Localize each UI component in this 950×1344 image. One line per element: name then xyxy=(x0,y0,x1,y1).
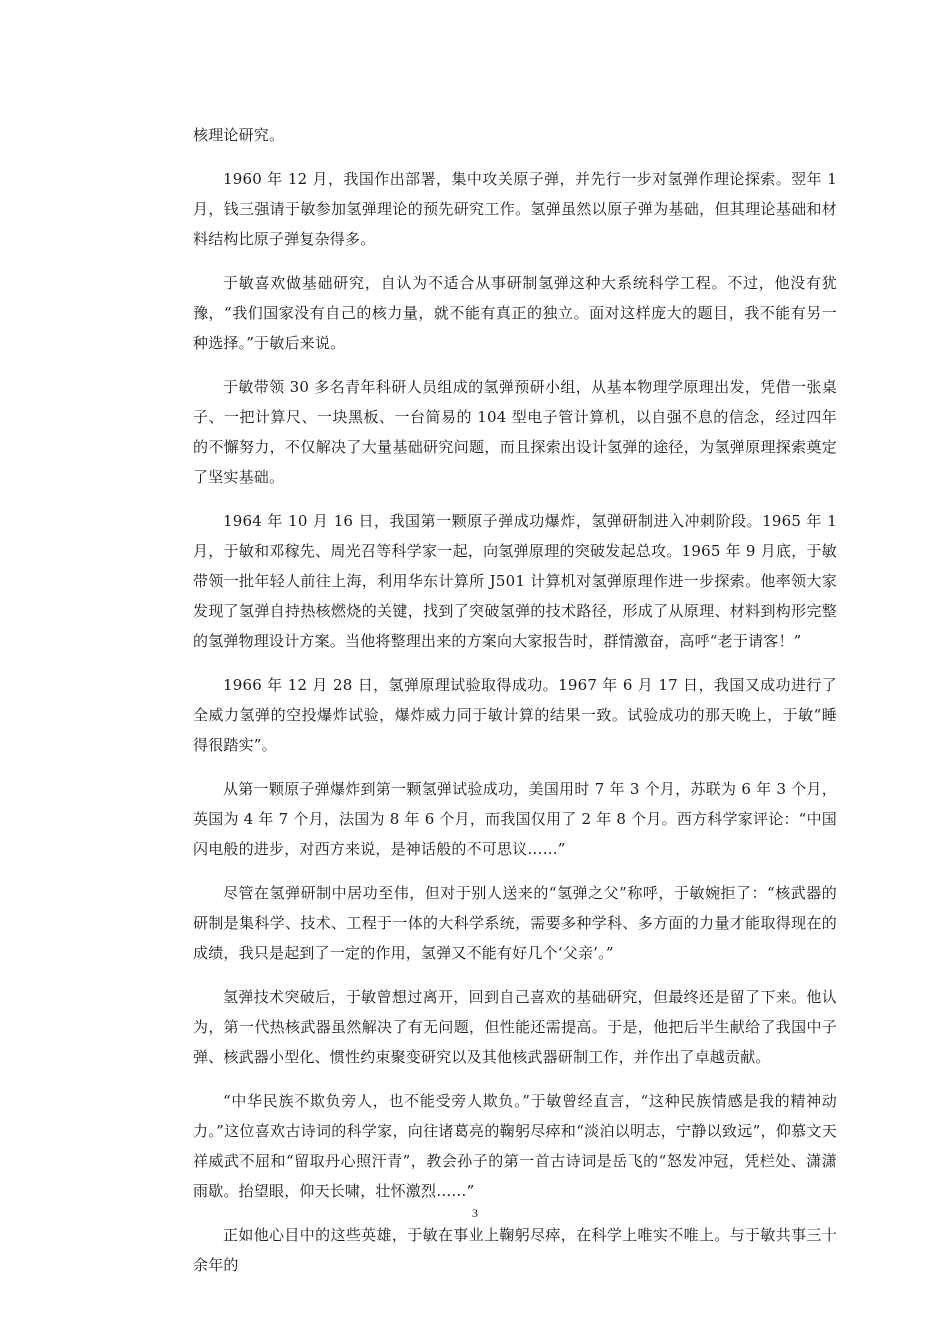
paragraph-5: 1964 年 10 月 16 日，我国第一颗原子弹成功爆炸，氢弹研制进入冲刺阶段。1965 年 1 月，于敏和邓稼先、周光召等科学家一起，向氢弹原理的突破发起总攻。1965 年 9 月底，于敏带领一批年轻人前往上海，利用华东计算所 J501 计算机对氢弹原理作进一步探索。他率领大家发现了氢弹自持热核燃烧的关键，找到了突破氢弹的技术路径，形成了从原理、材料到构形完整的氢弹物理设计方案。当他将整理出来的方案向大家报告时，群情激奋，高呼“老于请客！” xyxy=(193,512,837,650)
paragraph-7: 从第一颗原子弹爆炸到第一颗氢弹试验成功，美国用时 7 年 3 个月，苏联为 6 年 3 个月，英国为 4 年 7 个月，法国为 8 年 6 个月，而我国仅用了 2 年 8 个月。西方科学家评论：“中国闪电般的进步，对西方来说，是神话般的不可思议……” xyxy=(193,780,837,858)
paragraph-1: 核理论研究。 xyxy=(193,126,285,144)
paragraph-2: 1960 年 12 月，我国作出部署，集中攻关原子弹，并先行一步对氢弹作理论探索。翌年 1 月，钱三强请于敏参加氢弹理论的预先研究工作。氢弹虽然以原子弹为基础，但其理论基础和材料结构比原子弹复杂得多。 xyxy=(193,170,837,248)
paragraph-11: 正如他心目中的这些英雄，于敏在事业上鞠躬尽瘁，在科学上唯实不唯上。与于敏共事三十余年的 xyxy=(193,1226,837,1274)
paragraph-6: 1966 年 12 月 28 日，氢弹原理试验取得成功。1967 年 6 月 17 日，我国又成功进行了全威力氢弹的空投爆炸试验，爆炸威力同于敏计算的结果一致。试验成功的那天晚上，于敏“睡得很踏实”。 xyxy=(193,676,837,754)
body-text xyxy=(193,120,837,1294)
page-number: 3 xyxy=(472,1206,478,1220)
paragraph-4: 于敏带领 30 多名青年科研人员组成的氢弹预研小组，从基本物理学原理出发，凭借一张桌子、一把计算尺、一块黑板、一台简易的 104 型电子管计算机，以自强不息的信念，经过四年的不懈努力，不仅解决了大量基础研究问题，而且探索出设计氢弹的途径，为氢弹原理探索奠定了坚实基础。 xyxy=(193,378,837,486)
paragraph-10: “中华民族不欺负旁人，也不能受旁人欺负。”于敏曾经直言，“这种民族情感是我的精神动力。”这位喜欢古诗词的科学家，向往诸葛亮的鞠躬尽瘁和“淡泊以明志，宁静以致远”，仰慕文天祥威武不屈和“留取丹心照汗青”，教会孙子的第一首古诗词是岳飞的“怒发冲冠，凭栏处、潇潇雨歇。抬望眼，仰天长啸，壮怀激烈……” xyxy=(193,1092,837,1200)
paragraph-9: 氢弹技术突破后，于敏曾想过离开，回到自己喜欢的基础研究，但最终还是留了下来。他认为，第一代热核武器虽然解决了有无问题，但性能还需提高。于是，他把后半生献给了我国中子弹、核武器小型化、惯性约束聚变研究以及其他核武器研制工作，并作出了卓越贡献。 xyxy=(193,988,837,1066)
paragraph-3: 于敏喜欢做基础研究，自认为不适合从事研制氢弹这种大系统科学工程。不过，他没有犹豫，“我们国家没有自己的核力量，就不能有真正的独立。面对这样庞大的题目，我不能有另一种选择。”于敏后来说。 xyxy=(193,274,837,352)
paragraph-8: 尽管在氢弹研制中居功至伟，但对于别人送来的“氢弹之父”称呼，于敏婉拒了：“核武器的研制是集科学、技术、工程于一体的大科学系统，需要多种学科、多方面的力量才能取得现在的成绩，我只是起到了一定的作用，氢弹又不能有好几个‘父亲’。” xyxy=(193,884,837,962)
